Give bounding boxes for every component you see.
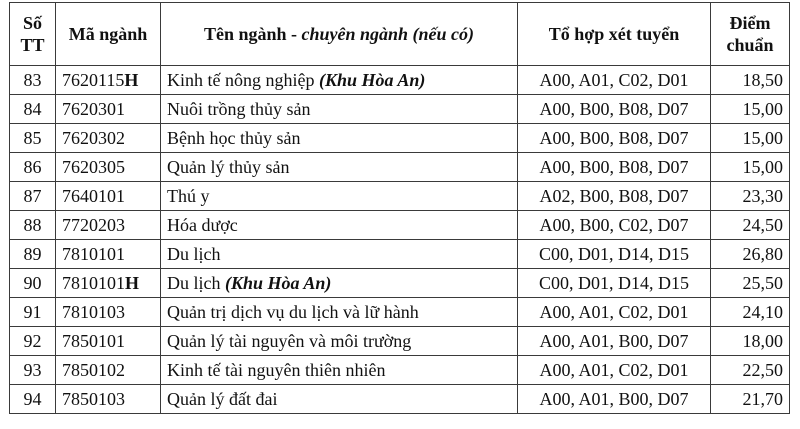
row-name xyxy=(161,182,518,211)
row-combo: A00, B00, B08, D07 xyxy=(518,124,711,153)
row-code xyxy=(56,385,161,414)
table-row xyxy=(10,211,790,240)
row-score: 25,50 xyxy=(711,269,790,298)
row-combo: A00, B00, B08, D07 xyxy=(518,95,711,124)
row-score: 24,50 xyxy=(711,211,790,240)
row-name-text: Bệnh học thủy sản xyxy=(167,128,301,148)
row-code xyxy=(56,153,161,182)
table-row xyxy=(10,240,790,269)
row-name-text: Hóa dược xyxy=(167,215,238,235)
header-stt xyxy=(10,3,56,66)
row-combo: A02, B00, B08, D07 xyxy=(518,182,711,211)
row-stt: 94 xyxy=(10,385,56,414)
row-name-text: Du lịch xyxy=(167,273,225,293)
table-row xyxy=(10,298,790,327)
row-name-text: Kinh tế nông nghiệp xyxy=(167,70,319,90)
row-name-text: Nuôi trồng thủy sản xyxy=(167,99,311,119)
table-row xyxy=(10,269,790,298)
row-code xyxy=(56,269,161,298)
row-code-number: 7850103 xyxy=(62,389,125,409)
row-name xyxy=(161,95,518,124)
table-row xyxy=(10,95,790,124)
header-score-line2: chuẩn xyxy=(726,35,774,55)
table-row xyxy=(10,124,790,153)
row-code-suffix: H xyxy=(125,273,140,293)
row-stt: 87 xyxy=(10,182,56,211)
row-name-text: Quản lý thủy sản xyxy=(167,157,290,177)
row-score: 18,50 xyxy=(711,66,790,95)
row-score: 15,00 xyxy=(711,124,790,153)
row-code-number: 7640101 xyxy=(62,186,125,206)
table-row xyxy=(10,182,790,211)
row-combo: A00, A01, B00, D07 xyxy=(518,385,711,414)
row-code xyxy=(56,124,161,153)
row-stt: 91 xyxy=(10,298,56,327)
header-row xyxy=(10,3,790,66)
row-combo: A00, A01, B00, D07 xyxy=(518,327,711,356)
row-code-number: 7620302 xyxy=(62,128,125,148)
row-code xyxy=(56,240,161,269)
header-score-line1: Điểm xyxy=(729,13,771,33)
row-name xyxy=(161,356,518,385)
row-score: 21,70 xyxy=(711,385,790,414)
table-row xyxy=(10,356,790,385)
header-name-plain: Tên ngành - xyxy=(203,24,302,44)
row-name-text: Thú y xyxy=(167,186,210,206)
row-combo: A00, A01, C02, D01 xyxy=(518,356,711,385)
table-body xyxy=(10,66,790,414)
row-code xyxy=(56,327,161,356)
header-stt-line1: Số xyxy=(22,13,42,33)
row-score: 18,00 xyxy=(711,327,790,356)
row-code xyxy=(56,356,161,385)
row-name xyxy=(161,269,518,298)
header-combo: Tổ hợp xét tuyển xyxy=(518,3,711,66)
row-name-text: Quản lý đất đai xyxy=(167,389,278,409)
row-stt: 86 xyxy=(10,153,56,182)
row-name xyxy=(161,327,518,356)
row-stt: 83 xyxy=(10,66,56,95)
table-row xyxy=(10,153,790,182)
row-code-number: 7620305 xyxy=(62,157,125,177)
row-name-text: Kinh tế tài nguyên thiên nhiên xyxy=(167,360,386,380)
row-stt: 85 xyxy=(10,124,56,153)
row-code xyxy=(56,298,161,327)
row-name xyxy=(161,298,518,327)
row-stt: 93 xyxy=(10,356,56,385)
row-code xyxy=(56,66,161,95)
row-combo: A00, B00, B08, D07 xyxy=(518,153,711,182)
row-code-number: 7810101 xyxy=(62,244,125,264)
row-stt: 92 xyxy=(10,327,56,356)
row-code-number: 7620115 xyxy=(62,70,125,90)
row-code-number: 7850101 xyxy=(62,331,125,351)
row-stt: 89 xyxy=(10,240,56,269)
row-name xyxy=(161,66,518,95)
admission-scores-table xyxy=(9,2,790,414)
row-name-text: Quản trị dịch vụ du lịch và lữ hành xyxy=(167,302,419,322)
row-combo: A00, A01, C02, D01 xyxy=(518,298,711,327)
row-code xyxy=(56,95,161,124)
row-name-location: (Khu Hòa An) xyxy=(225,273,332,293)
row-code-number: 7620301 xyxy=(62,99,125,119)
row-score: 24,10 xyxy=(711,298,790,327)
header-name-italic: chuyên ngành (nếu có) xyxy=(301,24,475,44)
row-combo: A00, B00, C02, D07 xyxy=(518,211,711,240)
row-combo: C00, D01, D14, D15 xyxy=(518,269,711,298)
row-score: 22,50 xyxy=(711,356,790,385)
row-name-text: Quản lý tài nguyên và môi trường xyxy=(167,331,412,351)
row-stt: 90 xyxy=(10,269,56,298)
table-row xyxy=(10,327,790,356)
row-code-number: 7720203 xyxy=(62,215,125,235)
header-code: Mã ngành xyxy=(56,3,161,66)
row-code-suffix: H xyxy=(124,70,139,90)
row-code-number: 7810103 xyxy=(62,302,125,322)
row-code-number: 7810101 xyxy=(62,273,125,293)
row-name xyxy=(161,153,518,182)
row-score: 15,00 xyxy=(711,153,790,182)
header-score xyxy=(711,3,790,66)
row-name xyxy=(161,124,518,153)
table-row xyxy=(10,66,790,95)
row-code xyxy=(56,182,161,211)
row-name xyxy=(161,211,518,240)
row-name xyxy=(161,385,518,414)
row-stt: 88 xyxy=(10,211,56,240)
row-code-number: 7850102 xyxy=(62,360,125,380)
table-row xyxy=(10,385,790,414)
header-stt-line2: TT xyxy=(20,35,45,55)
row-code xyxy=(56,211,161,240)
row-score: 26,80 xyxy=(711,240,790,269)
row-name-text: Du lịch xyxy=(167,244,221,264)
row-name-location: (Khu Hòa An) xyxy=(318,70,426,90)
row-name xyxy=(161,240,518,269)
row-score: 15,00 xyxy=(711,95,790,124)
row-score: 23,30 xyxy=(711,182,790,211)
header-name xyxy=(161,3,518,66)
row-combo: A00, A01, C02, D01 xyxy=(518,66,711,95)
row-stt: 84 xyxy=(10,95,56,124)
row-combo: C00, D01, D14, D15 xyxy=(518,240,711,269)
